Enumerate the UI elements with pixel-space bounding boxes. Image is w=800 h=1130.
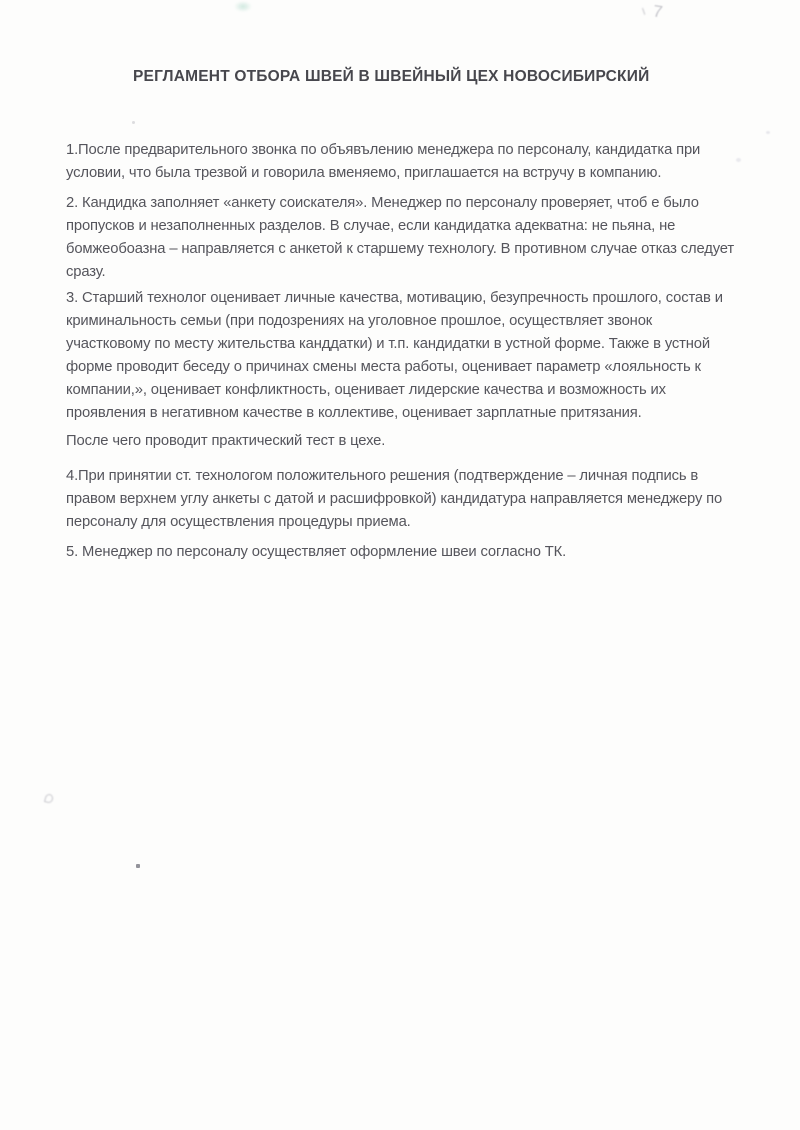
scan-speck-below-title: [132, 121, 135, 124]
text-line: проявления в негативном качестве в коллективе, оценивает зарплатные притязания.: [66, 405, 642, 421]
paragraph-4: [66, 465, 756, 534]
text-line: участковому по месту жительства канддатки) и т.п. кандидатки в устной форме. Также в устной: [66, 336, 711, 352]
pencil-mark-7: 7: [651, 1, 664, 22]
scan-smudge-top-center: [234, 1, 252, 12]
document-title: РЕГЛАМЕНТ ОТБОРА ШВЕЙ В ШВЕЙНЫЙ ЦЕХ НОВОСИБИРСКИЙ: [133, 68, 650, 85]
scan-dot-lower-left: [136, 864, 140, 868]
paragraph-practical-test: [66, 430, 756, 453]
text-line: правом верхнем углу анкеты с датой и расшифровкой) кандидатура направляется менеджеру по: [66, 491, 723, 507]
paragraph-3: [66, 287, 756, 425]
text-line: 2. Кандидка заполняет «анкету соискателя». Менеджер по персоналу проверяет, чтоб е было: [66, 195, 699, 211]
text-line: условии, что была трезвой и говорила вменяемо, приглашается на встручу в компанию.: [66, 165, 662, 181]
text-line: пропусков и незаполненных разделов. В случае, если кандидатка адекватна: не пьяна, не: [66, 218, 676, 234]
text-line: 5. Менеджер по персоналу осуществляет оформление швеи согласно ТК.: [66, 544, 567, 560]
text-line: криминальность семьи (при подозрениях на уголовное прошлое, осуществляет звонок: [66, 313, 653, 329]
text-line: 4.При принятии ст. технологом положительного решения (подтверждение – личная подпись в: [66, 468, 699, 484]
text-line: персоналу для осуществления процедуры приема.: [66, 514, 411, 530]
text-line: сразу.: [66, 264, 106, 280]
scan-curl-left-margin: [44, 793, 54, 804]
text-line: компании,», оценивает конфликтность, оценивает лидерские качества и возможность их: [66, 382, 666, 398]
paragraph-5: [66, 541, 756, 564]
text-line: 1.После предварительного звонка по объявълению менеджера по персоналу, кандидатка при: [66, 142, 701, 158]
text-line: После чего проводит практический тест в цехе.: [66, 433, 386, 449]
text-line: 3. Старший технолог оценивает личные качества, мотивацию, безупречность прошлого, состав и: [66, 290, 723, 306]
paragraph-1: [66, 139, 756, 185]
text-line: бомжеобоазна – направляется с анкетой к старшему технологу. В противном случае отказ следует: [66, 241, 734, 257]
paragraph-2: [66, 192, 756, 284]
scan-speck-right-margin-1: [766, 131, 770, 134]
pencil-tick-mark: [642, 6, 650, 15]
text-line: форме проводит беседу о причинах смены места работы, оценивает параметр «лояльность к: [66, 359, 701, 375]
